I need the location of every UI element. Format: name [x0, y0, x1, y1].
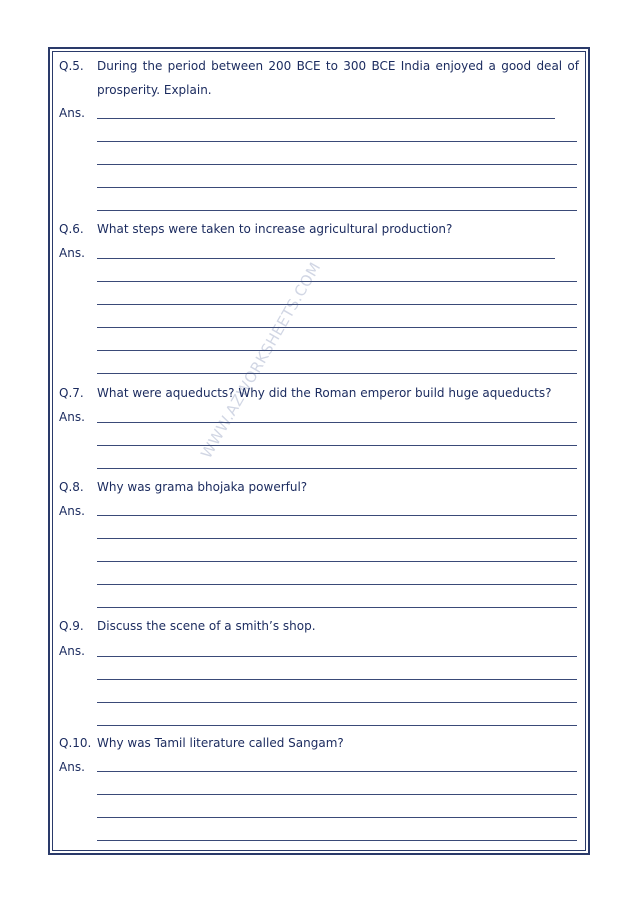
answer-line[interactable]: [97, 817, 577, 818]
answer-line[interactable]: [97, 164, 577, 165]
answer-line[interactable]: [97, 187, 577, 188]
answer-line[interactable]: [97, 840, 577, 841]
watermark: WWW.AZWORKSHEETS.COM: [197, 259, 325, 462]
answer-line[interactable]: [97, 118, 555, 119]
question-number: Q.5.: [59, 59, 84, 73]
answer-label: Ans.: [59, 410, 85, 424]
answer-line[interactable]: [97, 141, 577, 142]
answer-line[interactable]: [97, 281, 577, 282]
answer-label: Ans.: [59, 246, 85, 260]
answer-line[interactable]: [97, 373, 577, 374]
answer-line[interactable]: [97, 304, 577, 305]
answer-label: Ans.: [59, 106, 85, 120]
answer-line[interactable]: [97, 327, 577, 328]
question-number: Q.8.: [59, 480, 84, 494]
question-number: Q.10.: [59, 736, 92, 750]
answer-line[interactable]: [97, 794, 577, 795]
answer-label: Ans.: [59, 760, 85, 774]
answer-line[interactable]: [97, 607, 577, 608]
answer-line[interactable]: [97, 515, 577, 516]
answer-line[interactable]: [97, 702, 577, 703]
question-text: Discuss the scene of a smith’s shop.: [97, 619, 316, 633]
answer-line[interactable]: [97, 538, 577, 539]
answer-line[interactable]: [97, 258, 555, 259]
question-number: Q.6.: [59, 222, 84, 236]
question-text: During the period between 200 BCE to 300 BCE India enjoyed a good deal of prosperity. Explain.: [97, 59, 579, 97]
answer-line[interactable]: [97, 725, 577, 726]
question-number: Q.7.: [59, 386, 84, 400]
question-text: What were aqueducts? Why did the Roman emperor build huge aqueducts?: [97, 386, 552, 400]
question-number: Q.9.: [59, 619, 84, 633]
answer-label: Ans.: [59, 644, 85, 658]
question-text: What steps were taken to increase agricultural production?: [97, 222, 453, 236]
question-text: Why was Tamil literature called Sangam?: [97, 736, 344, 750]
answer-line[interactable]: [97, 350, 577, 351]
answer-line[interactable]: [97, 210, 577, 211]
answer-line[interactable]: [97, 561, 577, 562]
answer-label: Ans.: [59, 504, 85, 518]
answer-line[interactable]: [97, 656, 577, 657]
answer-line[interactable]: [97, 422, 577, 423]
answer-line[interactable]: [97, 468, 577, 469]
answer-line[interactable]: [97, 771, 577, 772]
answer-line[interactable]: [97, 679, 577, 680]
answer-line[interactable]: [97, 584, 577, 585]
question-text: Why was grama bhojaka powerful?: [97, 480, 308, 494]
answer-line[interactable]: [97, 445, 577, 446]
